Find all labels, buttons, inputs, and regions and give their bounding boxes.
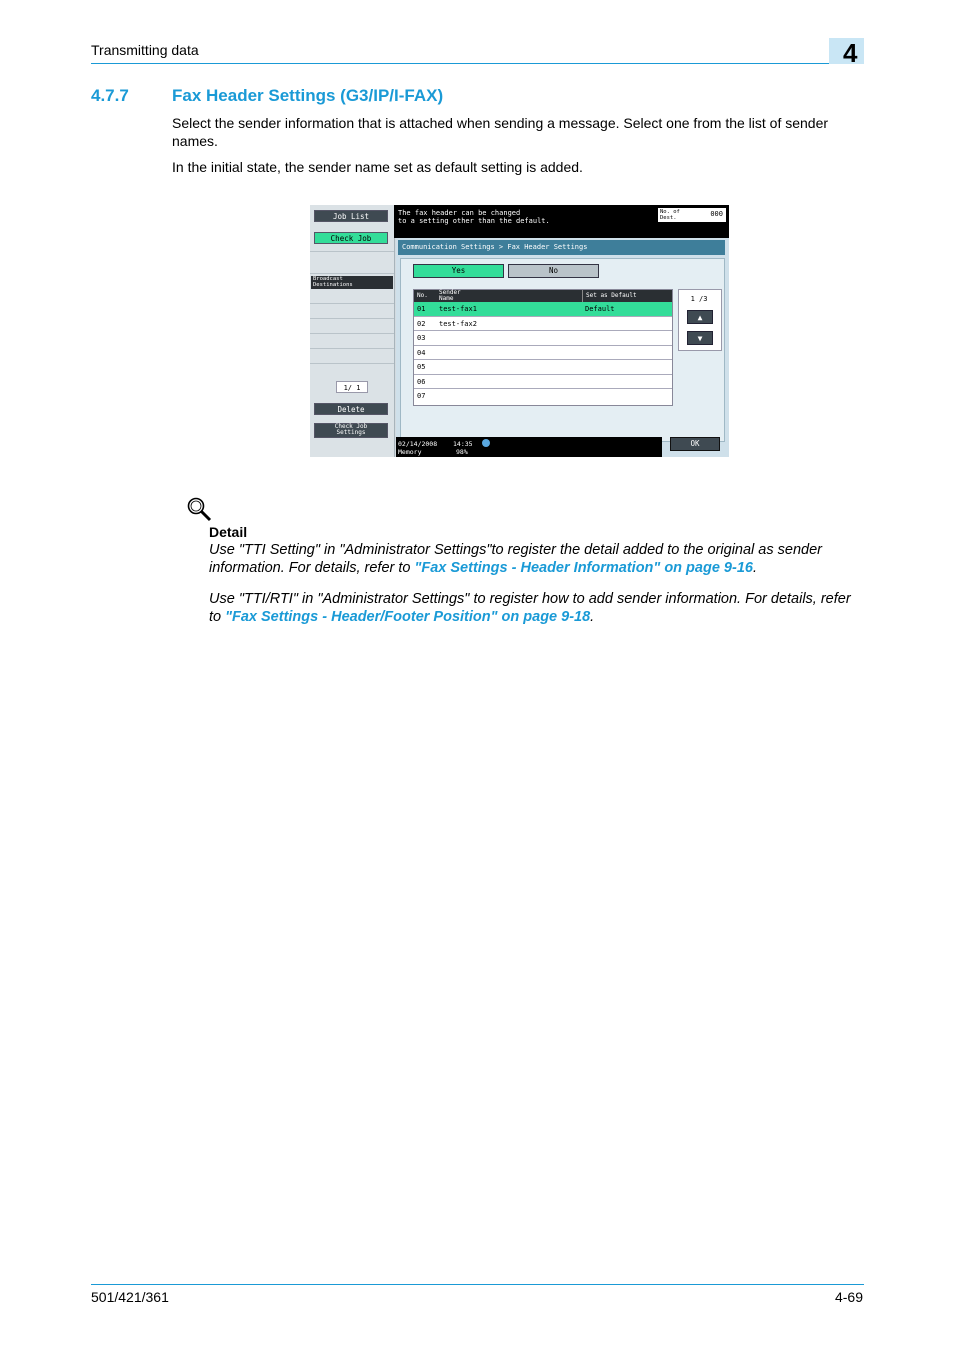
intro-paragraph: Select the sender information that is attached when sending a message. Select one from the list of sender names. (172, 115, 829, 149)
job-list-button[interactable]: Job List (314, 210, 388, 222)
page-indicator: 1 /3 (690, 295, 708, 303)
left-divider (310, 303, 394, 304)
arrow-down-icon[interactable]: ▼ (687, 331, 713, 345)
detail-text: . (590, 609, 595, 625)
col-name-line-2: Name (439, 295, 454, 302)
detail-text: Use "TTI Setting" in "Administrator Settings"to register the detail added to the original as sender information. For details, refer to (209, 542, 822, 576)
status-percent: 98% (456, 448, 468, 456)
header-message (398, 209, 550, 225)
broadcast-destinations-label (311, 276, 393, 289)
dests-label-1: No. of (660, 209, 680, 215)
table-row[interactable] (414, 331, 672, 346)
table-row[interactable] (414, 389, 672, 404)
destinations-line: Destinations (313, 282, 353, 288)
ok-button[interactable]: OK (670, 437, 720, 451)
breadcrumb: Communication Settings > Fax Header Settings (398, 240, 725, 255)
section-title: Fax Header Settings (G3/IP/I-FAX) (172, 86, 444, 105)
settings-area (396, 238, 729, 457)
magnifier-icon (186, 496, 212, 522)
table-row[interactable] (414, 375, 672, 390)
row-no: 02 (417, 319, 426, 328)
table-row[interactable] (414, 346, 672, 361)
status-memory: Memory (398, 448, 422, 456)
detail-text: . (752, 560, 757, 576)
detail-text: Use "TTI/RTI" in "Administrator Settings" to register how to add sender information. For details, refer to (209, 591, 851, 625)
chapter-number: 4 (843, 38, 858, 68)
col-name-line-1: Sender (439, 289, 461, 296)
check-job-line: Check Job (334, 423, 368, 430)
col-header-name (436, 290, 582, 302)
row-no: 04 (417, 348, 426, 357)
row-no: 03 (417, 334, 426, 342)
left-divider (310, 273, 394, 274)
sender-table (413, 289, 673, 406)
left-divider (310, 333, 394, 334)
row-name: test-fax1 (439, 305, 477, 313)
message-line-2: to a setting other than the default. (398, 217, 550, 225)
check-job-button[interactable]: Check Job (314, 232, 388, 244)
footer-model: 501/421/361 (91, 1289, 169, 1305)
header-footer-position-link[interactable]: "Fax Settings - Header/Footer Position" on page 9-18 (225, 609, 591, 625)
left-divider (310, 348, 394, 349)
row-name: test-fax2 (439, 319, 477, 328)
detail-label: Detail (209, 524, 248, 540)
col-header-default: Set as Default (582, 290, 672, 302)
network-icon (482, 439, 490, 447)
message-bar (394, 205, 729, 238)
left-panel (310, 205, 395, 457)
left-divider (310, 318, 394, 319)
status-bar (396, 437, 662, 457)
col-header-no: No. (414, 290, 436, 302)
running-header: Transmitting data (91, 42, 199, 58)
arrow-up-icon[interactable]: ▲ (687, 310, 713, 324)
footer-page-number: 4-69 (834, 1289, 863, 1305)
yes-button[interactable]: Yes (413, 264, 504, 278)
left-divider (310, 363, 394, 364)
detail-paragraph-2 (209, 590, 864, 626)
footer-rule (91, 1284, 864, 1285)
settings-line: Settings (336, 429, 366, 436)
destinations-counter (658, 208, 726, 222)
table-row[interactable] (414, 360, 672, 375)
message-line-1: The fax header can be changed (398, 209, 521, 217)
dests-count: 000 (710, 210, 723, 218)
settings-content (400, 258, 725, 442)
page-navigator (678, 289, 722, 351)
table-row[interactable] (414, 302, 672, 317)
row-no: 05 (417, 363, 426, 371)
section-number: 4.7.7 (91, 86, 129, 105)
control-panel-screenshot (310, 205, 729, 457)
left-page-indicator: 1/ 1 (336, 381, 368, 393)
check-job-settings-button[interactable] (314, 423, 388, 438)
delete-button[interactable]: Delete (314, 403, 388, 415)
row-no: 07 (417, 392, 426, 400)
broadcast-line: Broadcast (313, 276, 343, 282)
status-time: 14:35 (453, 440, 473, 448)
row-no: 06 (417, 377, 426, 386)
row-default: Default (585, 305, 615, 313)
table-row[interactable] (414, 317, 672, 332)
no-button[interactable]: No (508, 264, 599, 278)
header-information-link[interactable]: "Fax Settings - Header Information" on page 9-16 (414, 560, 753, 576)
dests-label-2: Dest. (660, 215, 677, 221)
initial-state-paragraph: In the initial state, the sender name set as default setting is added. (172, 159, 583, 175)
detail-paragraph-1 (209, 541, 864, 577)
row-no: 01 (417, 305, 426, 313)
status-date: 02/14/2008 (398, 440, 438, 448)
header-rule (91, 63, 864, 64)
left-divider (310, 251, 394, 252)
